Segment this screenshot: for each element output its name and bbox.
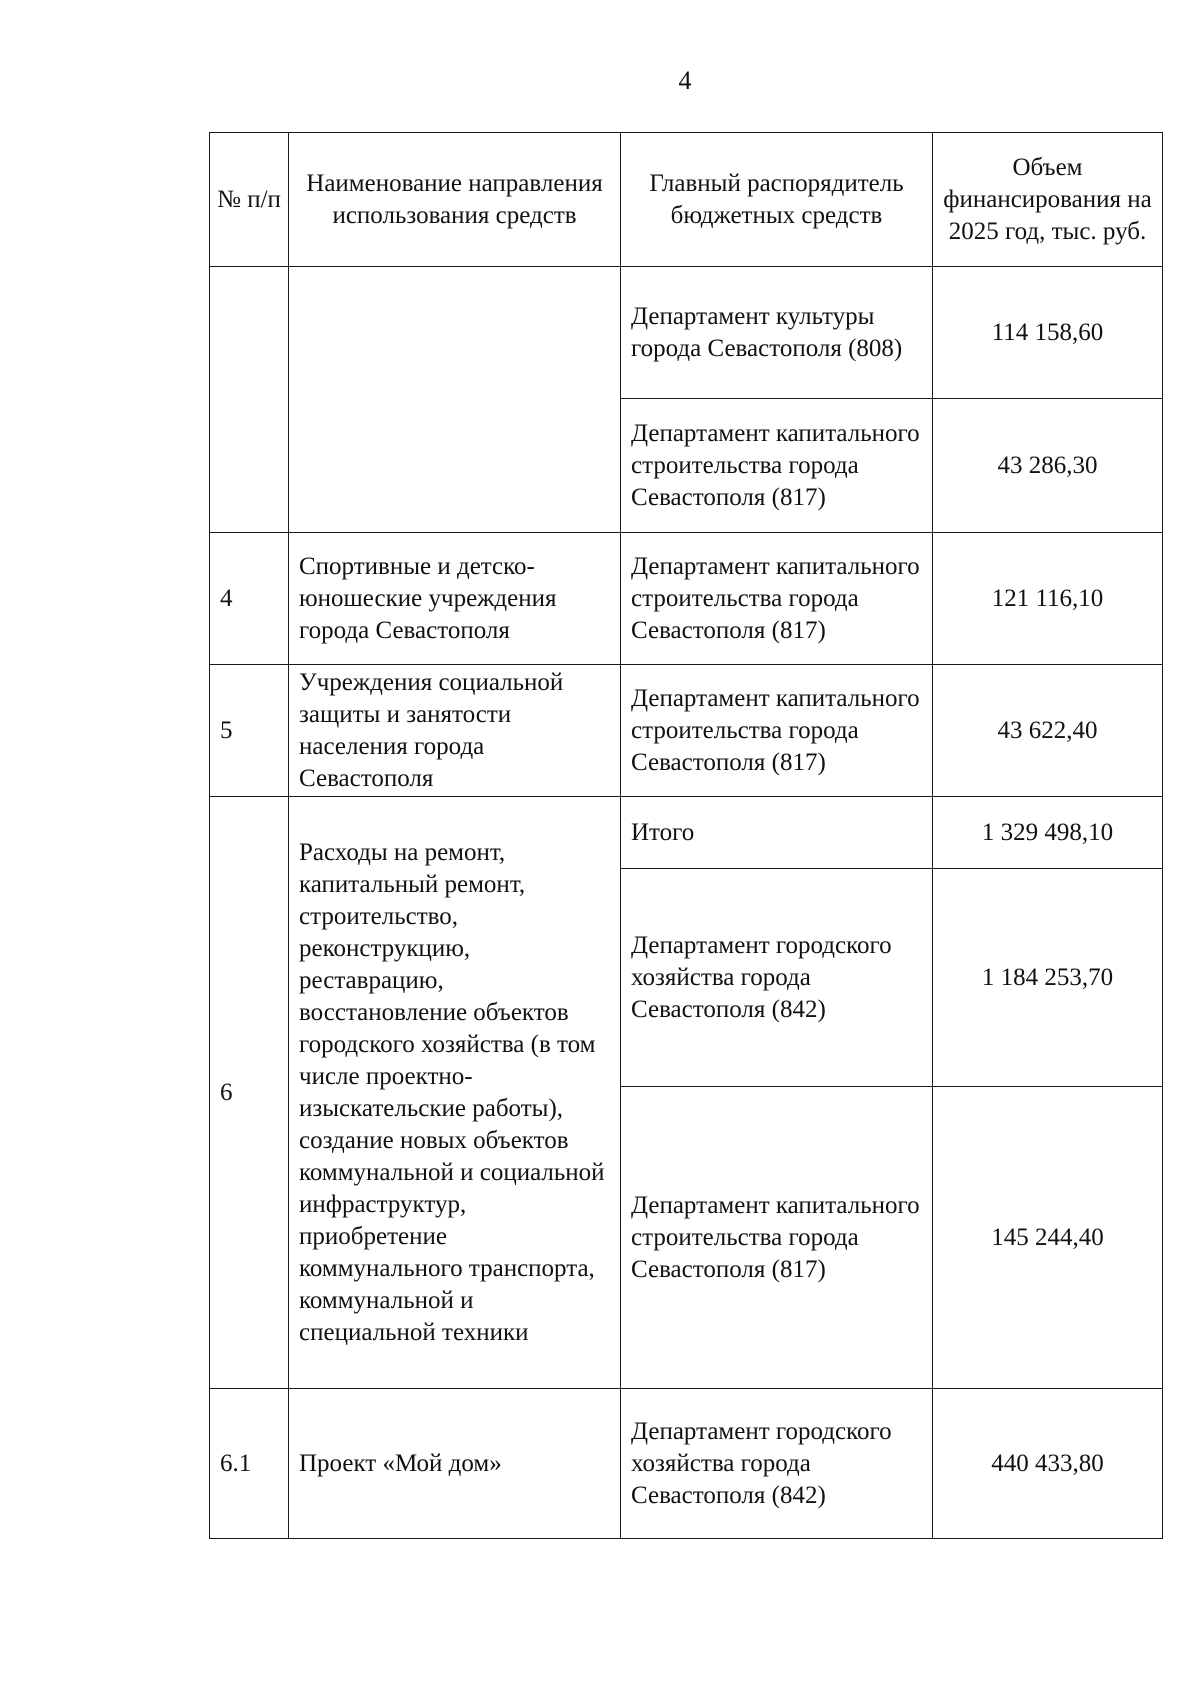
row-num bbox=[210, 267, 289, 533]
row-name: Спортивные и детско-юношеские учреждения города Севастополя bbox=[289, 533, 621, 665]
header-name: Наименование направления использования средств bbox=[289, 133, 621, 267]
row-num: 4 bbox=[210, 533, 289, 665]
header-volume: Объем финансирования на 2025 год, тыс. руб. bbox=[933, 133, 1163, 267]
budget-table bbox=[209, 132, 1163, 1539]
row-volume: 1 184 253,70 bbox=[933, 869, 1163, 1087]
table-row bbox=[210, 665, 1163, 797]
row-name: Учреждения социальной защиты и занятости населения города Севастополя bbox=[289, 665, 621, 797]
table-row bbox=[210, 797, 1163, 869]
row-volume: 114 158,60 bbox=[933, 267, 1163, 399]
table-header-row bbox=[210, 133, 1163, 267]
row-dept: Департамент капитального строительства города Севастополя (817) bbox=[621, 1087, 933, 1389]
row-dept: Департамент капитального строительства города Севастополя (817) bbox=[621, 533, 933, 665]
row-name bbox=[289, 267, 621, 533]
page-number: 4 bbox=[678, 66, 692, 95]
table-row bbox=[210, 533, 1163, 665]
table-row bbox=[210, 267, 1163, 399]
header-num: № п/п bbox=[210, 133, 289, 267]
header-dept: Главный распорядитель бюджетных средств bbox=[621, 133, 933, 267]
row-num: 6 bbox=[210, 797, 289, 1389]
row-num: 5 bbox=[210, 665, 289, 797]
row-volume: 1 329 498,10 bbox=[933, 797, 1163, 869]
row-volume: 121 116,10 bbox=[933, 533, 1163, 665]
row-name: Расходы на ремонт, капитальный ремонт, строительство, реконструкцию, реставрацию, восстановление объектов городского хозяйства (в том числе проектно-изыскательские работы), создание новых объектов коммунальной и социальной инфраструктур, приобретение коммунального транспорта, коммунальной и специальной техники bbox=[289, 797, 621, 1389]
row-dept: Департамент капитального строительства города Севастополя (817) bbox=[621, 399, 933, 533]
row-dept: Департамент культуры города Севастополя (808) bbox=[621, 267, 933, 399]
row-num: 6.1 bbox=[210, 1389, 289, 1539]
row-name: Проект «Мой дом» bbox=[289, 1389, 621, 1539]
row-volume: 440 433,80 bbox=[933, 1389, 1163, 1539]
row-volume: 43 622,40 bbox=[933, 665, 1163, 797]
row-dept: Департамент городского хозяйства города Севастополя (842) bbox=[621, 869, 933, 1087]
row-dept: Департамент городского хозяйства города Севастополя (842) bbox=[621, 1389, 933, 1539]
row-dept: Департамент капитального строительства города Севастополя (817) bbox=[621, 665, 933, 797]
row-volume: 145 244,40 bbox=[933, 1087, 1163, 1389]
row-volume: 43 286,30 bbox=[933, 399, 1163, 533]
table-row bbox=[210, 1389, 1163, 1539]
row-dept: Итого bbox=[621, 797, 933, 869]
